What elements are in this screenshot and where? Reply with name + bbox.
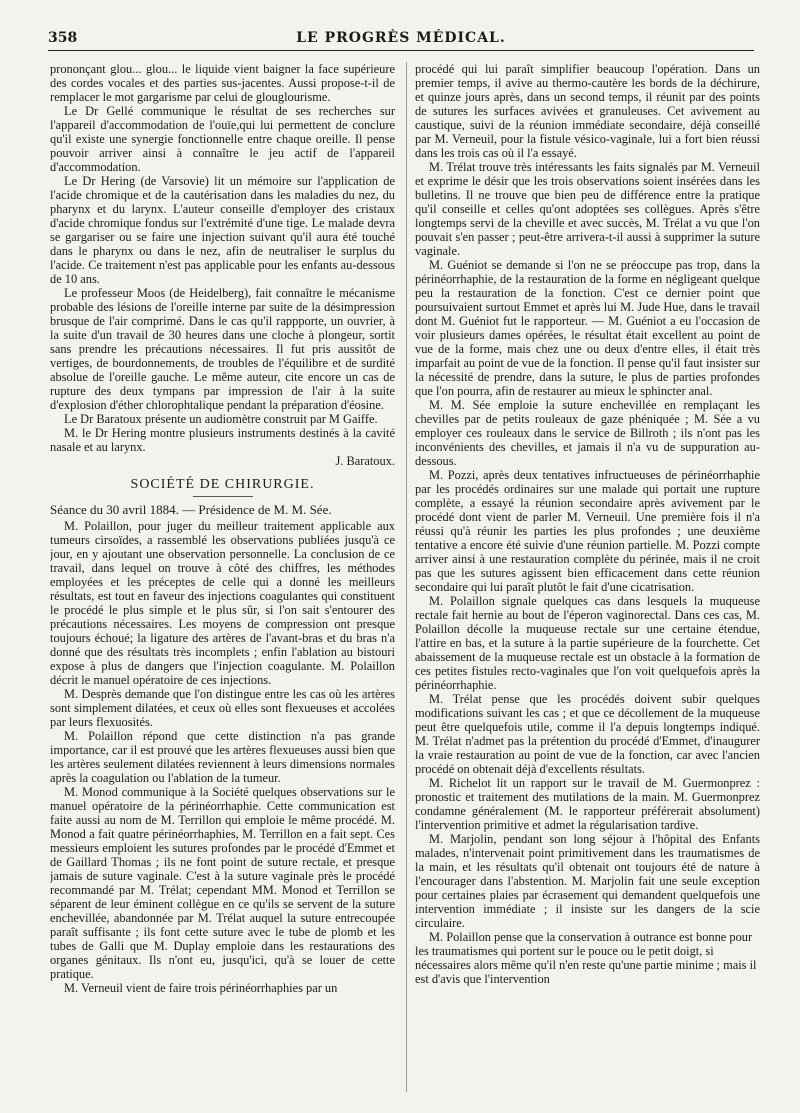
paragraph: Le Dr Gellé communique le résultat de ses recherches sur l'appareil d'accommodation de l'ouïe,qui lui permettent de conclure qu'il existe une synergie fonctionnelle entre chaque oreille. Il pense pouvoir arriver ainsi à connaître le jeu actif de l'appareil d'accommodation. bbox=[50, 104, 395, 174]
paragraph: Le Dr Baratoux présente un audiomètre construit par M Gaiffe. bbox=[64, 412, 378, 426]
paragraph: procédé qui lui paraît simplifier beaucoup l'opération. Dans un premier temps, il avive au thermo-cautère les bords de la déchirure, et quinze jours après, dans un second temps, il réunit par des points de sutures les surfaces avivées et granuleuses. Cet avivement au caustique, suivi de la réunion immédiate secondaire, déjà conseillé par M. Verneuil, pour la fistule vésico-vaginale, lui a fort bien réussi dans les trois cas où il l'a essayé. bbox=[415, 62, 760, 160]
column-divider bbox=[406, 62, 407, 1092]
paragraph: M. Polaillon, pour juger du meilleur traitement applicable aux tumeurs cirsoïdes, a rassemblé les observations publiées jusqu'à ce jour, en y ajoutant une observation personnelle. La conclusion de ce travail, dans lequel on trouve à côté des chiffres, les méthodes employées et les préceptes de celle qui a donné les meilleurs résultats, est tout en faveur des injections coagulantes qui constituent le procédé le plus simple et le plus sûr, si l'on sait s'entourer des précautions nécessaires. Les moyens de compression ont presque toujours échoué; la ligature des artères de l'avant-bras et du bras n'a donné que des résultats très incomplets ; enfin l'ablation au bistouri expose à plus de dangers que l'injection coagulante. M. Polaillon décrit le manuel opératoire de ces injections. bbox=[50, 519, 395, 687]
paragraph: prononçant glou... glou... le liquide vient baigner la face supérieure des cordes vocales et des parties sus-jacentes. Aussi propose-t-il de remplacer le mot gargarisme par celui de glouglourisme. bbox=[50, 62, 395, 104]
paragraph: Le Dr Hering (de Varsovie) lit un mémoire sur l'application de l'acide chromique et de la cautérisation dans les maladies du nez, du pharynx et du larynx. L'auteur conseille d'employer des cristaux d'acide chromique fondus sur l'extrémité d'une tige. Le malade devra se gargariser ou se faire une injection suivant qu'il aura été touché dans le pharynx ou dans le nez, afin de neutraliser le surplus du l'acide. Ce traitement n'est pas applicable pour les enfants au-dessous de 10 ans. bbox=[50, 174, 395, 286]
paragraph: M. Polaillon signale quelques cas dans lesquels la muqueuse rectale fait hernie au bout de l'éperon vaginorectal. Dans ces cas, M. Polaillon décolle la muqueuse rectale sur une certaine étendue, l'attire en bas, et la suture à la partie supérieure de la fourchette. Cet abaissement de la muqueuse rectale est un obstacle à la formation de ces petites fistules recto-vaginales que l'on voit quelquefois après la périnéorrhaphie. bbox=[415, 594, 760, 692]
right-column bbox=[415, 62, 760, 1098]
page-header bbox=[48, 30, 754, 52]
paragraph: M. Richelot lit un rapport sur le travail de M. Guermonprez : pronostic et traitement des mutilations de la main. M. Guermonprez condamne généralement (M. le rapporteur préférerait absolument) l'intervention primitive et admet la régularisation tardive. bbox=[415, 776, 760, 832]
paragraph: M. Polaillon répond que cette distinction n'a pas grande importance, car il est prouvé que les artères flexueuses aussi bien que les artères seulement dilatées reviennent à leurs dimensions normales après la coagulation ou l'ablation de la tumeur. bbox=[50, 729, 395, 785]
section-title: SOCIÉTÉ DE CHIRURGIE. bbox=[130, 477, 315, 492]
paragraph: Le professeur Moos (de Heidelberg), fait connaître le mécanisme probable des lésions de l'oreille interne par suite de la désimpression brusque de l'air comprimé. Dans le cas qu'il rappporte, un ouvrier, à la suite d'un travail de 30 heures dans une cloche à plongeur, sortit sans prendre les précautions nécessaires. Il fut pris aussitôt de vertiges, de bourdonnements, de troubles de l'équilibre et de surdité absolue de l'oreille gauche. Le même auteur, cite encore un cas de rupture des deux tympans par impression de l'air à la suite d'explosion d'éther chlorophtalique pendant la préparation d'éosine. bbox=[50, 286, 395, 412]
header-rule bbox=[48, 50, 754, 51]
paragraph: M. Trélat trouve très intéressants les faits signalés par M. Verneuil et exprime le désir que les trois observations soient insérées dans les bulletins. Il ne trouve que bien peu de différence entre la pratique qu'il conseille et celles qu'ont adoptées ses collègues. Après s'être longtemps servi de la cheville et avec succès, M. Trélat a vu que l'on pouvait s'en passer ; peut-être arrivera-t-il aussi à supprimer la suture vaginale. bbox=[415, 160, 760, 258]
paragraph: M. M. Sée emploie la suture enchevillée en remplaçant les chevilles par de petits rouleaux de gaze phéniquée ; M. Sée a vu employer ces rouleaux dans le service de Billroth ; ils n'ont pas les inconvénients des chevilles, et jamais il n'a vu de suppuration au-dessous. bbox=[415, 398, 760, 468]
paragraph: M. Guéniot se demande si l'on ne se préoccupe pas trop, dans la périnéorrhaphie, de la restauration de la forme en négligeant quelque peu la restauration de la fonction. C'est ce dernier point que poursuivaient surtout Emmet et après lui M. Jude Hue, dans le travail dont M. Guéniot fut le rapporteur. — M. Guéniot a eu l'occasion de voir plusieurs dames opérées, le résultat était excellent au point de vue de la forme, mais chez une ou deux d'entre elles, il était très imparfait au point de vue de la fonction. Il pense qu'il faut insister sur la nécessité de prendre, dans la suture, le plus de parties profondes que l'on pourra, afin de restaurer au mieux le sphincter anal. bbox=[415, 258, 760, 398]
left-column bbox=[50, 62, 395, 1098]
running-title: LE PROGRÈS MÉDICAL. bbox=[296, 30, 506, 46]
paragraph: M. Marjolin, pendant son long séjour à l'hôpital des Enfants malades, n'intervenait point primitivement dans les traumatismes de la main, et les résultats qu'il obtenait ont toujours été de nature à l'encourager dans l'abstention. M. Marjolin fait une seule exception pour certaines plaies par écrasement qui demandent quelquefois une intervention immédiate ; il insiste sur les dangers de la scie circulaire. bbox=[415, 832, 760, 930]
page-number: 358 bbox=[48, 30, 78, 46]
paragraph: M. Polaillon pense que la conservation à outrance est bonne pour les traumatismes qui portent sur le pouce ou le petit doigt, si nécessaires alors même qu'il n'en reste qu'une partie minime ; mais il est d'avis que l'intervention bbox=[415, 930, 757, 986]
paragraph: M. Pozzi, après deux tentatives infructueuses de périnéorrhaphie par les procédés ordinaires sur une malade qui portait une rupture complète, a essayé la réunion secondaire après avivement par le procédé dont vient de parler M. Verneuil. Une première fois il n'a réussi qu'à réunir les parties les plus profondes ; une deuxième tentative a encore été suivie d'une réunion partielle. M. Pozzi compte arriver ainsi à une restauration complète du périnée, mais il ne croit pas que les sutures agissent bien efficacement dans cette réunion secondaire qui lui paraît plutôt le fait d'une cicatrisation. bbox=[415, 468, 760, 594]
section-rule bbox=[193, 496, 253, 497]
paragraph: M. Monod communique à la Société quelques observations sur le manuel opératoire de la périnéorrhaphie. Cette communication est faite aussi au nom de M. Terrillon qui emploie le même procédé. M. Monod a fait quatre périnéorrhaphies, M. Terrillon en a fait sept. Ces messieurs emploient les sutures profondes par le procédé d'Emmet et de Gaillard Thomas ; ils ne font point de suture rectale, et presque jamais de suture vaginale. C'est à la suture vaginale près le procédé recommandé par M. Trélat; cependant MM. Monod et Terrillon se séparent de leur éminent collègue en ce qu'ils se servent de la suture enchevillée, abandonnée par M. Trélat auquel la suture entrecoupée paraît suffisante ; ils font cette suture avec le tube de plomb et les tubes de Galli que M. Duplay emploie dans les restaurations des organes génitaux. Ils n'ont eu, jusqu'ici, qu'à se louer de cette pratique. bbox=[50, 785, 395, 981]
paragraph: M. Trélat pense que les procédés doivent subir quelques modifications suivant les cas ; et que ce décollement de la muqueuse peut être quelquefois utile, comme il l'a depuis longtemps indiqué. M. Trélat n'admet pas la prétention du procédé d'Emmet, d'inaugurer la vraie restauration au point de vue de la fonction, car avec l'ancien procédé on obtenait déjà d'excellents résultats. bbox=[415, 692, 760, 776]
paragraph: M. le Dr Hering montre plusieurs instruments destinés à la cavité nasale et au larynx. bbox=[50, 426, 395, 454]
signature: J. Baratoux. bbox=[335, 454, 395, 468]
paragraph: M. Verneuil vient de faire trois périnéorrhaphies par un bbox=[64, 981, 338, 995]
seance-line: Séance du 30 avril 1884. — Présidence de M. M. Sée. bbox=[50, 502, 332, 517]
paragraph: M. Desprès demande que l'on distingue entre les cas où les artères sont simplement dilatées, et ceux où elles sont flexueuses et accolées par leurs flexuosités. bbox=[50, 687, 395, 729]
